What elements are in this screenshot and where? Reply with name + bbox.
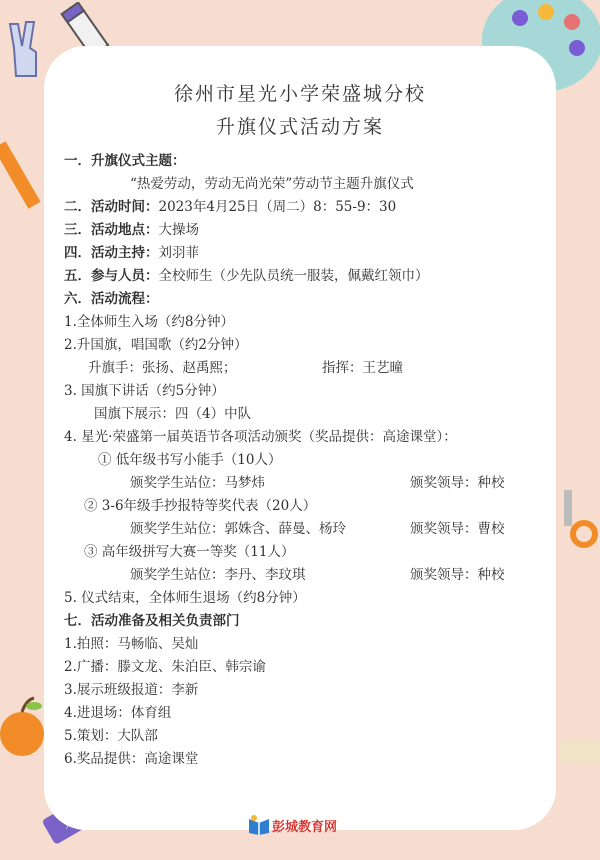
prep-item-2: 2.广播：滕文龙、朱泊臣、韩宗谕 (64, 659, 266, 675)
award-2-title: ② 3-6年级手抄报特等奖代表（20人） (84, 498, 317, 514)
process-item-5: 5. 仪式结束，全体师生退场（约8分钟） (64, 590, 306, 606)
section-label: 三．活动地点： (64, 222, 159, 238)
conductor: 指挥：王艺曈 (322, 360, 403, 376)
section-label: 五．参与人员： (64, 268, 159, 284)
section-value: 全校师生（少先队员统一服装，佩戴红领巾） (158, 268, 429, 284)
apple-icon (0, 690, 50, 760)
section-value: 大操场 (158, 222, 199, 238)
flag-raisers: 升旗手：张扬、赵禹熙； (88, 360, 237, 376)
section-2-time (64, 197, 396, 217)
orange-stripe (0, 140, 46, 210)
award-2-students: 颁奖学生站位：郭姝含、薛曼、杨玲 (130, 521, 346, 537)
prep-item-6: 6.奖品提供：高途课堂 (64, 751, 199, 767)
section-1-heading: 一．升旗仪式主题： (64, 153, 186, 169)
process-item-2: 2.升国旗，唱国歌（约2分钟） (64, 337, 248, 353)
prep-item-4: 4.进退场：体育组 (64, 705, 172, 721)
section-5-participants (64, 266, 429, 286)
document-title-line2: 升旗仪式活动方案 (215, 116, 384, 138)
process-item-3: 3. 国旗下讲话（约5分钟） (64, 383, 225, 399)
process-item-4: 4. 星光·荣盛第一届英语节各项活动颁奖（奖品提供：高途课堂）： (64, 429, 457, 445)
prep-item-1: 1.拍照：马畅临、吴灿 (64, 636, 199, 652)
flag-showcase: 国旗下展示：四（4）中队 (94, 406, 252, 422)
award-1-leader: 颁奖领导：种校 (410, 475, 505, 491)
prep-item-3: 3.展示班级报道：李新 (64, 682, 199, 698)
section-label: 二．活动时间： (64, 199, 159, 215)
section-value: 2023年4月25日（周二）8：55-9：30 (158, 199, 397, 215)
hand-icon (6, 18, 52, 78)
document-title-line1: 徐州市星光小学荣盛城分校 (173, 83, 426, 105)
section-7-heading: 七．活动准备及相关负责部门 (64, 613, 240, 629)
site-logo-text: 彭城教育网 (272, 820, 338, 835)
book-logo-icon (248, 815, 270, 835)
award-1-students: 颁奖学生站位：马梦炜 (130, 475, 265, 491)
section-value: 刘羽菲 (158, 245, 199, 261)
award-2-leader: 颁奖领导：曹校 (410, 521, 505, 537)
theme-text: “热爱劳动，劳动无尚光荣”劳动节主题升旗仪式 (130, 176, 414, 192)
section-4-host (64, 243, 199, 263)
section-6-heading: 六．活动流程： (64, 291, 159, 307)
scissors-icon (556, 490, 600, 560)
bottom-accent (560, 740, 600, 764)
prep-item-5: 5.策划：大队部 (64, 728, 158, 744)
award-1-title: ① 低年级书写小能手（10人） (98, 452, 282, 468)
award-3-students: 颁奖学生站位：李丹、李玟琪 (130, 567, 306, 583)
section-label: 四．活动主持： (64, 245, 159, 261)
process-item-1: 1.全体师生入场（约8分钟） (64, 314, 234, 330)
award-3-leader: 颁奖领导：种校 (410, 567, 505, 583)
award-3-title: ③ 高年级拼写大赛一等奖（11人） (84, 544, 295, 560)
section-3-location (64, 220, 199, 240)
